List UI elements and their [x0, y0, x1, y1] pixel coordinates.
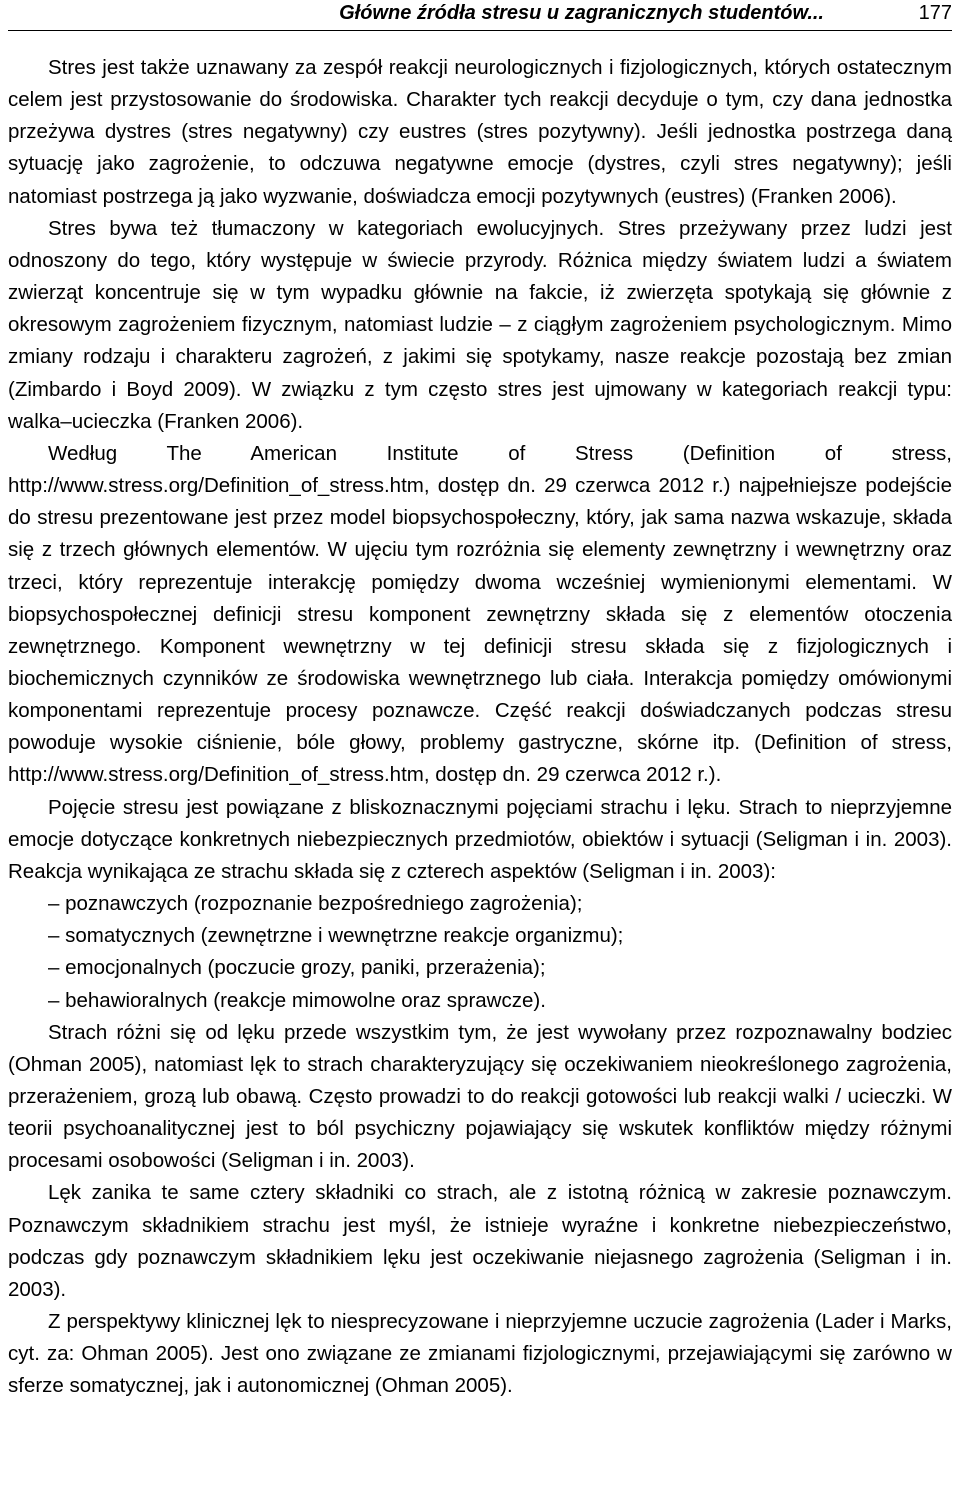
document-page: [8, 0, 952, 1403]
list-item: – somatycznych (zewnętrzne i wewnętrzne reakcje organizmu);: [48, 924, 624, 948]
paragraph: Według The American Institute of Stress (Definition of stress, http://www.stress.org/Definition_of_stress.htm, dostęp dn. 29 czerwca 2012 r.) najpełniejsze podejście do stresu prezentowane jest przez model biopsychospołeczny, który, jak sama nazwa wskazuje, składa się z trzech głównych elementów. W ujęciu tym rozróżnia się elementy zewnętrzny i wewnętrzny oraz trzeci, który reprezentuje interakcję pomiędzy dwoma wcześniej wymienionymi elementami. W biopsychospołecznej definicji stresu komponent zewnętrzny składa się z elementów otoczenia zewnętrznego. Komponent wewnętrzny w tej definicji stresu składa się z fizjologicznych i biochemicznych czynników ze środowiska wewnętrznego lub ciała. Interakcja pomiędzy omówionymi komponentami reprezentuje procesy poznawcze. Część reakcji doświadczanych podczas stresu powoduje wysokie ciśnienie, bóle głowy, problemy gastryczne, skórne itp. (Definition of stress, http://www.stress.org/Definition_of_stress.htm, dostęp dn. 29 czerwca 2012 r.).: [8, 441, 952, 787]
body-text: [8, 52, 952, 1403]
list-item: – behawioralnych (reakcje mimowolne oraz sprawcze).: [48, 988, 546, 1012]
paragraph: Lęk zanika te same cztery składniki co strach, ale z istotną różnicą w zakresie poznawczym. Poznawczym składnikiem strachu jest myśl, że istnieje wyraźne i konkretne niebezpieczeństwo, podczas gdy poznawczym składnikiem lęku jest oczekiwanie niejasnego zagrożenia (Seligman i in. 2003).: [8, 1181, 952, 1301]
running-header: [8, 0, 952, 31]
page-number: 177: [918, 2, 952, 24]
paragraph: Z perspektywy klinicznej lęk to niesprecyzowane i nieprzyjemne uczucie zagrożenia (Lader i Marks, cyt. za: Ohman 2005). Jest ono związane ze zmianami fizjologicznymi, przejawiającymi się zarówno w sferze somatycznej, jak i autonomicznej (Ohman 2005).: [8, 1310, 952, 1398]
list-item: – emocjonalnych (poczucie grozy, paniki, przerażenia);: [48, 956, 546, 980]
aspects-list: [8, 888, 952, 1017]
paragraph: Stres bywa też tłumaczony w kategoriach ewolucyjnych. Stres przeżywany przez ludzi jest odnoszony do tego, który występuje w świecie przyrody. Różnica między światem ludzi a światem zwierząt koncentruje się w tym wypadku głównie na fakcie, iż zwierzęta spotykają się głównie z okresowym zagrożeniem fizycznym, natomiast ludzie – z ciągłym zagrożeniem psychologicznym. Mimo zmiany rodzaju i charakteru zagrożeń, z jakimi się spotykamy, nasze reakcje pozostają bez zmian (Zimbardo i Boyd 2009). W związku z tym często stres jest ujmowany w kategoriach reakcji typu: walka–ucieczka (Franken 2006).: [8, 216, 952, 433]
paragraph: Stres jest także uznawany za zespół reakcji neurologicznych i fizjologicznych, których ostatecznym celem jest przystosowanie do środowiska. Charakter tych reakcji decyduje o tym, czy dana jednostka przeżywa dystres (stres negatywny) czy eustres (stres pozytywny). Jeśli jednostka postrzega daną sytuację jako zagrożenie, to odczuwa negatywne emocje (dystres, czyli stres negatywny); jeśli natomiast postrzega ją jako wyzwanie, doświadcza emocji pozytywnych (eustres) (Franken 2006).: [8, 56, 952, 208]
running-header-title: Główne źródła stresu u zagranicznych studentów...: [339, 2, 824, 24]
paragraph: Strach różni się od lęku przede wszystkim tym, że jest wywołany przez rozpoznawalny bodziec (Ohman 2005), natomiast lęk to strach charakteryzujący się oczekiwaniem nieokreślonego zagrożenia, przerażeniem, grozą lub obawą. Często prowadzi to do reakcji gotowości lub reakcji walki / ucieczki. W teorii psychoanalitycznej jest to ból psychiczny pojawiający się wskutek konfliktów między różnymi procesami osobowości (Seligman i in. 2003).: [8, 1020, 952, 1173]
list-item: – poznawczych (rozpoznanie bezpośredniego zagrożenia);: [48, 892, 583, 916]
paragraph: Pojęcie stresu jest powiązane z bliskoznacznymi pojęciami strachu i lęku. Strach to nieprzyjemne emocje dotyczące konkretnych niebezpiecznych przedmiotów, obiektów i sytuacji (Seligman i in. 2003). Reakcja wynikająca ze strachu składa się z czterech aspektów (Seligman i in. 2003):: [8, 795, 952, 883]
